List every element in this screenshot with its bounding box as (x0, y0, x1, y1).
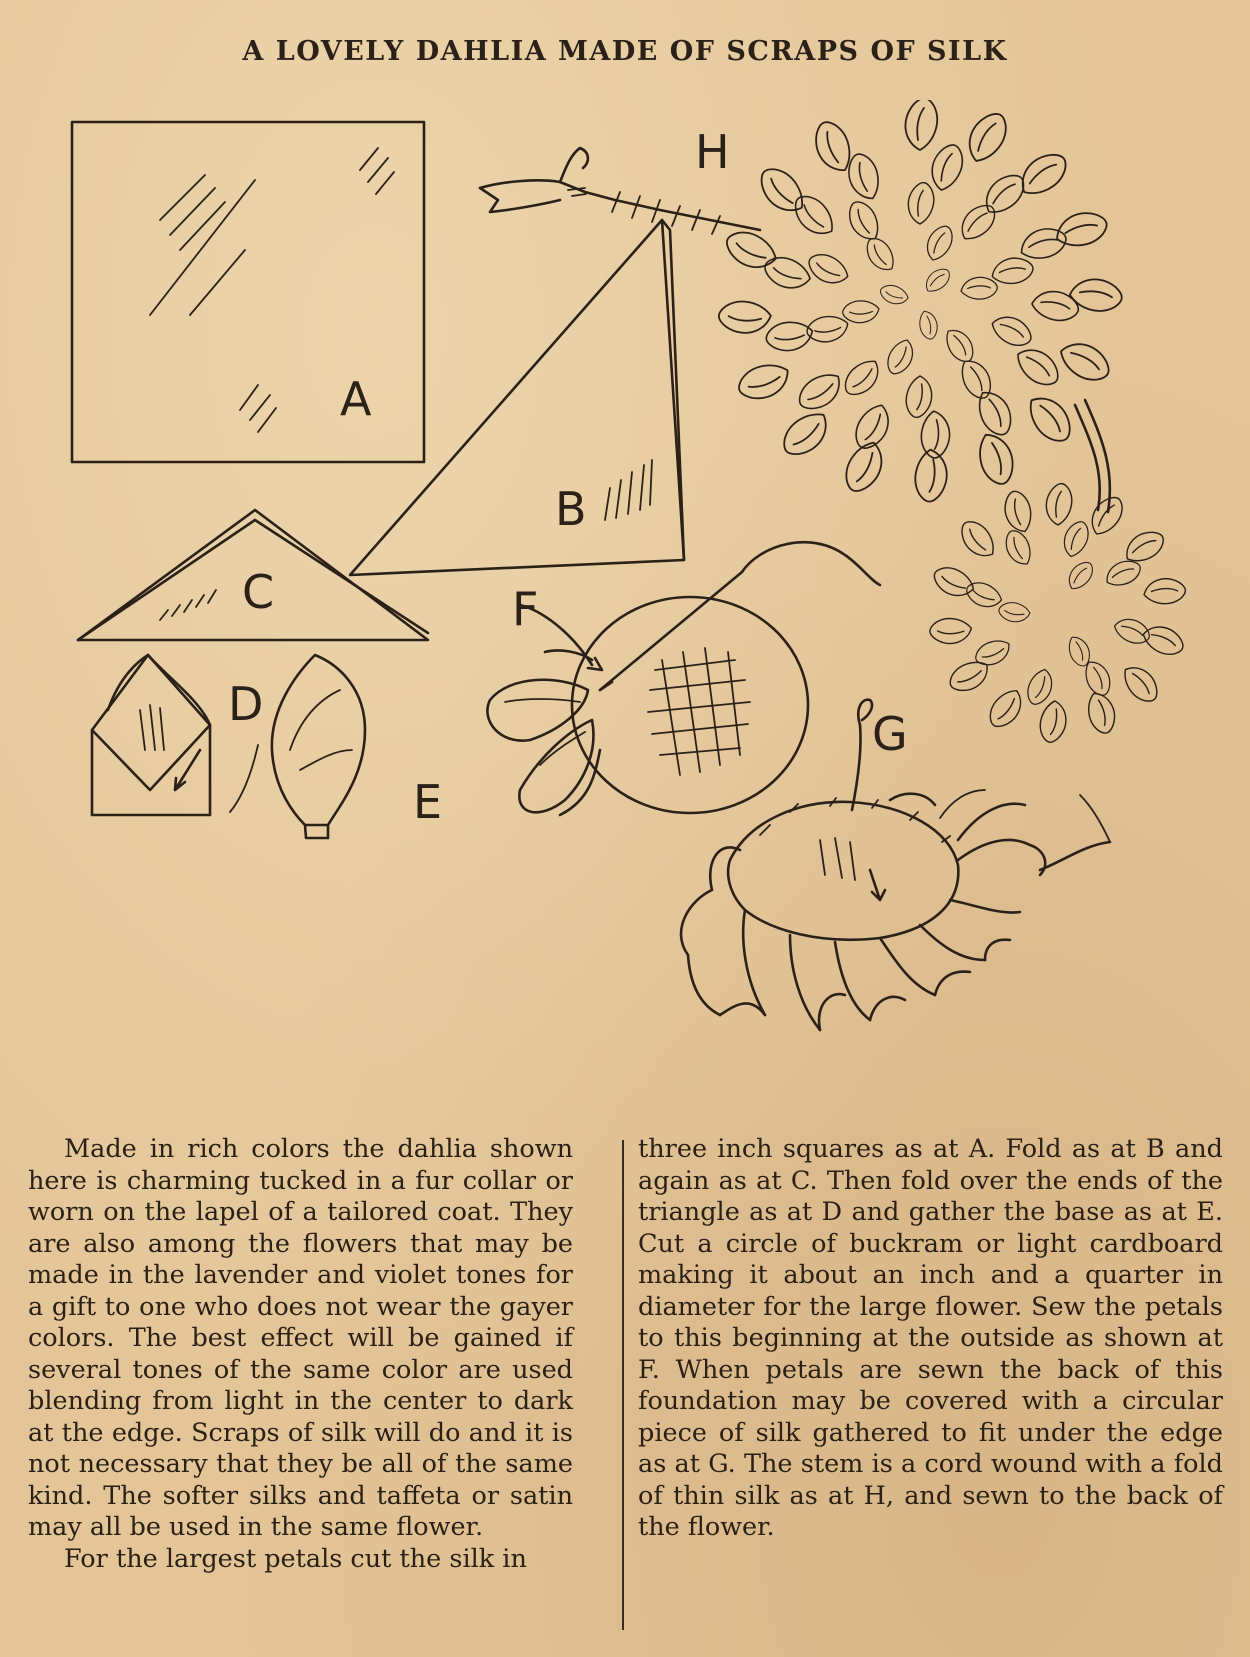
article-left-column (28, 1134, 573, 1575)
label-d: D (228, 677, 264, 731)
label-e: E (413, 775, 443, 829)
illustration (0, 100, 1250, 1120)
label-f: F (512, 582, 539, 636)
small-dahlia (928, 484, 1187, 743)
label-g: G (872, 707, 908, 761)
stem-h (480, 125, 760, 234)
petal-fold-d (92, 655, 365, 838)
square-a (72, 122, 424, 462)
article-paragraph: Made in rich colors the dahlia shown here is charming tucked in a fur collar or worn on the lapel of a tailored coat. They are also among the flowers that may be made in the lavender and violet tones for a gift to one who does not wear the gayer colors. The best effect will be gained if several tones of the same color are used blending from light in the center to dark at the edge. Scraps of silk will do and it is not necessary that they be all of the same kind. The softer silks and taffeta or satin may all be used in the same flower. (28, 1134, 573, 1542)
connecting-stem (1075, 405, 1100, 510)
label-c: C (242, 565, 275, 619)
triangle-b (350, 220, 684, 575)
article-right-column (638, 1134, 1223, 1544)
page-title: A LOVELY DAHLIA MADE OF SCRAPS OF SILK (242, 36, 1008, 67)
label-b: B (555, 482, 587, 536)
connecting-stem-outline (1085, 400, 1110, 512)
circle-f (487, 542, 880, 815)
large-dahlia (718, 100, 1123, 502)
article-paragraph: three inch squares as at A. Fold as at B and again as at C. Then fold over the ends of the triangle as at D and gather the base as at E. Cut a circle of buckram or light cardboard making it about an inch and a quarter in diameter for the large flower. Sew the petals to this beginning at the outside as shown at F. When petals are sewn the back of this foundation may be covered with a circular piece of silk gathered to fit under the edge as at G. The stem is a cord wound with a fold of thin silk as at H, and sewn to the back of the flower. (638, 1134, 1223, 1542)
label-h: H (695, 125, 730, 179)
illustration-drawing (0, 100, 1250, 1120)
flower-back-g (681, 700, 1110, 1030)
article-paragraph: For the largest petals cut the silk in (64, 1543, 527, 1574)
label-a: A (340, 372, 372, 426)
column-divider (622, 1140, 624, 1630)
